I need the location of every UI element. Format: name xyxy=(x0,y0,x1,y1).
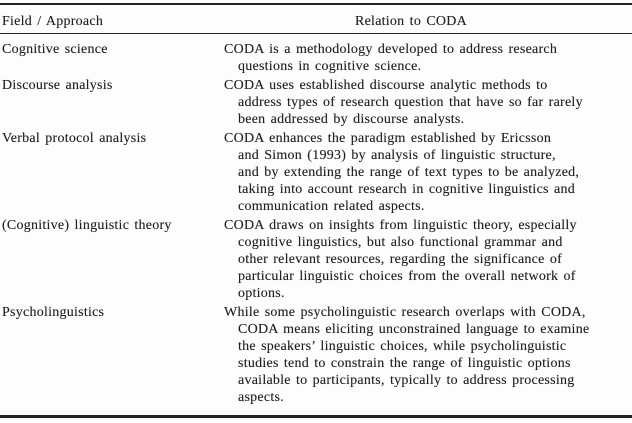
relation-text-line: been addressed by discourse analysts. xyxy=(238,112,465,127)
relation-text-line: questions in cognitive science. xyxy=(238,59,422,74)
column-header-field-approach: Field / Approach xyxy=(2,14,104,29)
table-body xyxy=(0,34,632,406)
table-header-row xyxy=(0,5,632,34)
relation-text-line: While some psycholinguistic research overlaps with CODA, xyxy=(224,305,586,320)
relation-text-line: communication related aspects. xyxy=(238,199,425,214)
relation-text-line: the speakers’ linguistic choices, while psycholinguistic xyxy=(238,339,567,354)
relation-text-line: CODA uses established discourse analytic methods to xyxy=(224,78,548,93)
field-approach-cell: Discourse analysis xyxy=(2,78,113,93)
relation-text-line: CODA draws on insights from linguistic theory, especially xyxy=(224,218,577,233)
relation-text-line: cognitive linguistics, but also functional grammar and xyxy=(238,235,563,250)
relation-text-line: and by extending the range of text types to be analyzed, xyxy=(238,165,580,180)
table-row xyxy=(0,41,632,75)
relation-text-line: CODA is a methodology developed to address research xyxy=(224,42,558,57)
relation-text-line: aspects. xyxy=(238,390,284,405)
relation-text-line: other relevant resources, regarding the significance of xyxy=(238,252,563,267)
field-approach-cell: (Cognitive) linguistic theory xyxy=(2,218,172,233)
coda-relations-table xyxy=(0,3,632,418)
relation-to-coda-cell xyxy=(224,77,632,128)
relation-to-coda-cell xyxy=(224,304,632,406)
relation-to-coda-cell xyxy=(224,130,632,215)
relation-text-line: CODA enhances the paradigm established by Ericsson xyxy=(224,131,552,146)
relation-text-line: options. xyxy=(238,286,285,301)
table-row xyxy=(0,217,632,302)
table-row xyxy=(0,304,632,406)
relation-text-line: particular linguistic choices from the overall network of xyxy=(238,269,576,284)
relation-text-line: available to participants, typically to address processing xyxy=(238,373,575,388)
field-approach-cell: Verbal protocol analysis xyxy=(2,131,147,146)
relation-to-coda-cell xyxy=(224,217,632,302)
table-row xyxy=(0,130,632,215)
relation-text-line: and Simon (1993) by analysis of linguistic structure, xyxy=(238,148,556,163)
relation-text-line: CODA means eliciting unconstrained language to examine xyxy=(238,322,590,337)
field-approach-cell: Cognitive science xyxy=(2,42,108,57)
relation-text-line: address types of research question that have so far rarely xyxy=(238,95,583,110)
relation-text-line: studies tend to constrain the range of linguistic options xyxy=(238,356,571,371)
relation-text-line: taking into account research in cognitive linguistics and xyxy=(238,182,575,197)
table-row xyxy=(0,77,632,128)
field-approach-cell: Psycholinguistics xyxy=(2,305,105,320)
relation-to-coda-cell xyxy=(224,41,632,75)
column-header-relation-to-coda: Relation to CODA xyxy=(355,14,467,29)
